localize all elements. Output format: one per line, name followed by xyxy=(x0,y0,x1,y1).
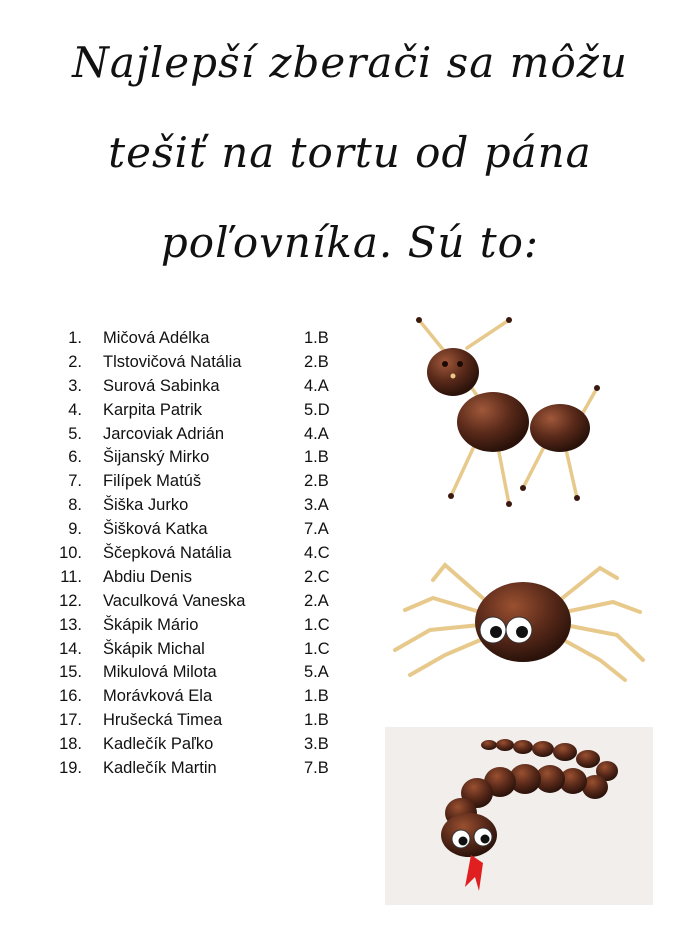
heading-line-1: Najlepší zberači sa môžu xyxy=(72,38,628,87)
winner-number: 10. xyxy=(59,544,82,563)
winner-class: 1.B xyxy=(304,687,329,706)
winner-name: Morávková Ela xyxy=(103,687,213,706)
winner-number: 2. xyxy=(68,352,82,371)
winner-name: Šišková Katka xyxy=(103,520,208,539)
winner-class: 4.A xyxy=(304,424,329,443)
winner-name: Ščepková Natália xyxy=(103,544,232,563)
winner-row xyxy=(58,494,358,518)
winner-name: Karpita Patrik xyxy=(103,400,203,419)
winner-number: 1. xyxy=(68,329,82,347)
winner-row xyxy=(58,757,358,781)
winner-name: Škápik Michal xyxy=(103,639,205,658)
winner-class: 3.A xyxy=(304,496,329,515)
winner-name: Vaculková Vaneska xyxy=(103,591,246,610)
winner-class: 5.A xyxy=(304,663,329,682)
winner-name: Filípek Matúš xyxy=(103,472,202,491)
winner-row xyxy=(58,446,358,470)
winner-number: 4. xyxy=(68,400,82,419)
winner-number: 9. xyxy=(68,520,82,539)
page-heading xyxy=(0,18,700,288)
winner-name: Mičová Adélka xyxy=(103,329,210,347)
winner-name: Abdiu Denis xyxy=(103,567,192,586)
winner-row xyxy=(58,542,358,566)
winner-name: Jarcoviak Adrián xyxy=(103,424,225,443)
winner-number: 12. xyxy=(59,591,82,610)
winner-name: Mikulová Milota xyxy=(103,663,217,682)
winner-name: Hrušecká Timea xyxy=(103,711,223,730)
winner-number: 5. xyxy=(68,424,82,443)
winner-class: 7.A xyxy=(304,520,329,539)
winner-row xyxy=(58,638,358,662)
winner-number: 18. xyxy=(59,735,82,754)
winner-row xyxy=(58,685,358,709)
winner-class: 7.B xyxy=(304,759,329,778)
winner-row xyxy=(58,661,358,685)
winner-name: Tlstovičová Natália xyxy=(103,352,242,371)
winner-number: 14. xyxy=(59,639,82,658)
winner-name: Kadlečík Paľko xyxy=(103,735,214,754)
winner-number: 13. xyxy=(59,615,82,634)
winner-name: Škápik Mário xyxy=(103,615,199,634)
winner-number: 3. xyxy=(68,376,82,395)
winner-class: 4.C xyxy=(304,544,330,563)
heading-line-3: poľovníka. Sú to: xyxy=(160,218,540,267)
chestnut-ant-image xyxy=(405,310,610,515)
winner-row xyxy=(58,470,358,494)
winner-name: Šijanský Mirko xyxy=(103,448,210,467)
winner-row xyxy=(58,423,358,447)
winner-class: 3.B xyxy=(304,735,329,754)
winner-number: 15. xyxy=(59,663,82,682)
winner-row xyxy=(58,399,358,423)
winners-list xyxy=(58,327,358,781)
winner-row xyxy=(58,614,358,638)
heading-line-2: tešiť na tortu od pána xyxy=(108,128,592,177)
chestnut-snake-image xyxy=(385,727,653,905)
chestnut-spider-image xyxy=(385,550,655,705)
winner-number: 7. xyxy=(68,472,82,491)
winner-row xyxy=(58,733,358,757)
winner-number: 19. xyxy=(59,759,82,778)
winner-number: 11. xyxy=(60,567,82,586)
winner-class: 1.B xyxy=(304,711,329,730)
winner-row xyxy=(58,327,358,351)
winner-class: 5.D xyxy=(304,400,330,419)
winner-name: Šiška Jurko xyxy=(103,496,189,515)
winner-row xyxy=(58,590,358,614)
winner-class: 1.B xyxy=(304,448,329,467)
winner-number: 6. xyxy=(68,448,82,467)
winner-class: 2.A xyxy=(304,591,329,610)
winner-row xyxy=(58,518,358,542)
winner-class: 2.B xyxy=(304,352,329,371)
winner-row xyxy=(58,566,358,590)
winner-class: 1.B xyxy=(304,329,329,347)
winner-name: Kadlečík Martin xyxy=(103,759,217,778)
winner-row xyxy=(58,709,358,733)
winner-class: 1.C xyxy=(304,639,330,658)
winner-number: 16. xyxy=(59,687,82,706)
winner-class: 4.A xyxy=(304,376,329,395)
winner-row xyxy=(58,351,358,375)
winner-class: 1.C xyxy=(304,615,330,634)
winner-class: 2.B xyxy=(304,472,329,491)
winner-number: 8. xyxy=(68,496,82,515)
winner-name: Surová Sabinka xyxy=(103,376,220,395)
winner-class: 2.C xyxy=(304,567,330,586)
winner-number: 17. xyxy=(59,711,82,730)
winner-row xyxy=(58,375,358,399)
